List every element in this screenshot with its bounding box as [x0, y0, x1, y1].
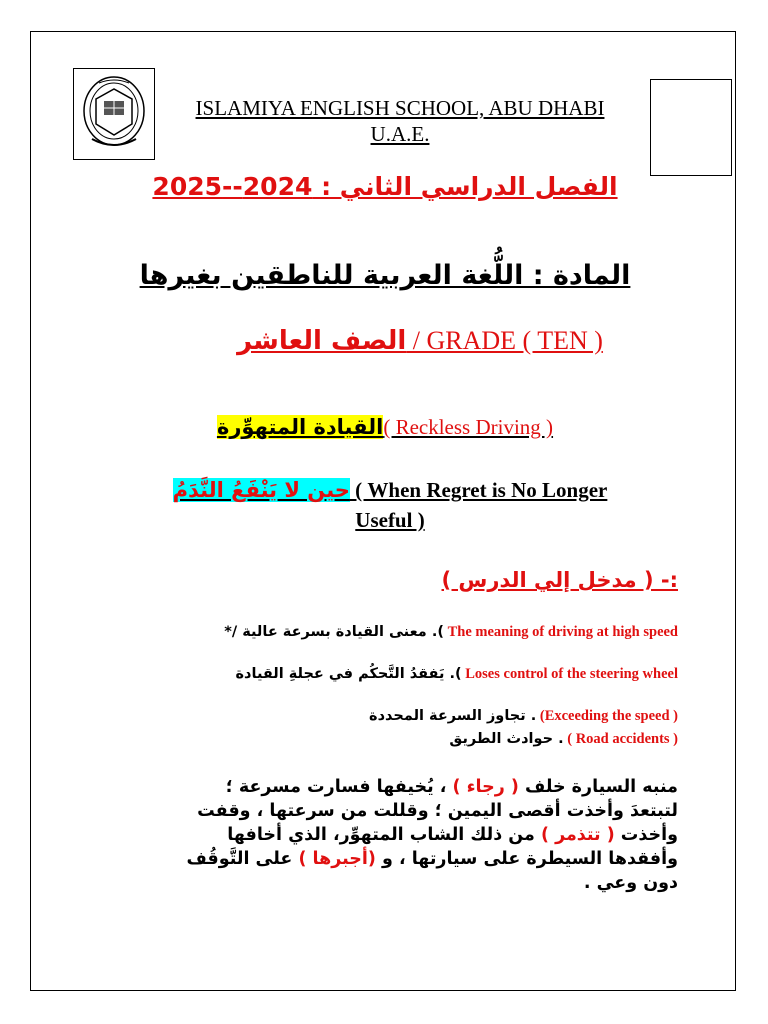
paragraph-text: ، يُخيفها فسارت مسرعة ؛ لتبتعدَ وأخذت أقصى اليمين ؛ وقللت من سرعتها ، وقفت وأخذت: [197, 777, 678, 845]
paragraph-text: منبه السيارة خلف: [518, 777, 678, 797]
paragraph-highlight-word: ( تتذمر ): [540, 825, 615, 845]
vocab-arabic: تجاوز السرعة المحددة .: [369, 708, 537, 724]
vocab-item: [178, 706, 678, 726]
subject-title: المادة : اللُّغة العربية للناطقين بغيرها: [139, 260, 631, 291]
vocab-english: ( Road accidents ): [567, 731, 678, 747]
paragraph-text: على التَّوقُف دون وعي .: [186, 849, 678, 893]
grade-arabic: الصف العاشر: [237, 326, 407, 356]
vocab-item: [178, 729, 678, 749]
lesson-arabic: القيادة المتهوِّرة: [216, 415, 384, 439]
vocab-english: Loses control of the steering wheel: [465, 666, 678, 682]
vocab-arabic: حوادث الطريق .: [449, 731, 564, 747]
school-country: U.A.E.: [370, 122, 430, 146]
school-logo: [73, 68, 155, 160]
paragraph-text: من ذلك الشاب المتهوِّر، الذي أخافها وأفقدها السيطرة على سيارتها ، و: [227, 825, 678, 869]
paragraph-highlight-word: (أجبرها ): [298, 849, 376, 869]
school-name: ISLAMIYA ENGLISH SCHOOL, ABU DHABI: [195, 96, 605, 120]
subtitle-english-line2: Useful ): [355, 508, 425, 532]
subtitle-english-line1: ( When Regret is No Longer: [349, 478, 608, 502]
school-header: [150, 95, 650, 147]
intro-heading: :- ( مدخل إلي الدرس ): [441, 568, 678, 592]
school-crest-icon: [74, 69, 154, 159]
grade-english: / GRADE ( TEN ): [406, 326, 603, 355]
grade-title: [150, 326, 690, 356]
vocab-english: The meaning of driving at high speed: [447, 624, 678, 640]
lesson-title: [120, 415, 650, 440]
subtitle-arabic: حين لا يَنْفَعُ النَّدَمُ: [172, 478, 350, 502]
vocab-item: [178, 622, 678, 642]
vocab-english: (Exceeding the speed ): [539, 708, 678, 724]
vocab-arabic: يَفقدُ التَّحكُم في عجلةِ القيادة .(: [235, 666, 462, 682]
vocab-item: [178, 664, 678, 684]
vocab-arabic: */ معنى القيادة بسرعة عالية .(: [224, 624, 444, 640]
paragraph-highlight-word: ( رجاء ): [452, 777, 519, 797]
lesson-paragraph: [178, 775, 678, 895]
photo-placeholder: [650, 79, 732, 176]
lesson-subtitle: [110, 475, 670, 535]
lesson-english: ( Reckless Driving ): [383, 415, 554, 439]
semester-title: الفصل الدراسي الثاني : 2024--2025: [152, 172, 618, 201]
